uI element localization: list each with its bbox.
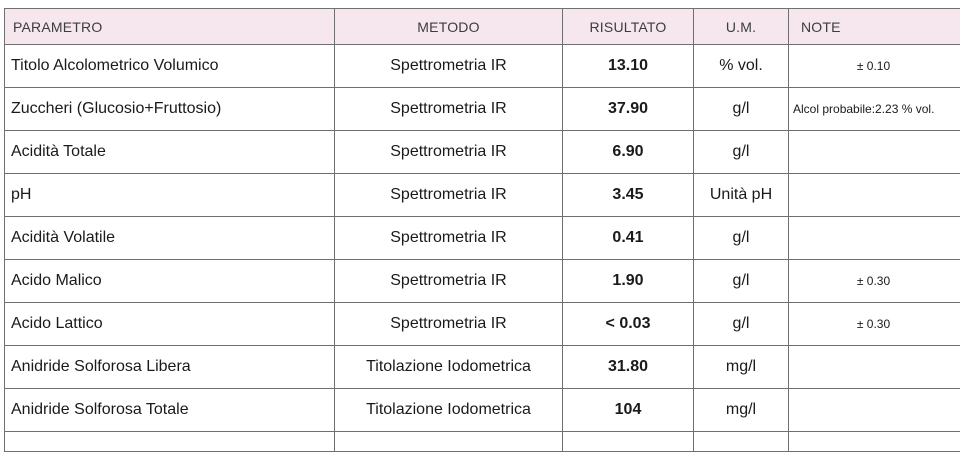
cell-parametro: Anidride Solforosa Libera xyxy=(5,346,335,389)
cell-note: ± 0.30 xyxy=(789,303,961,346)
cell-risultato: 3.45 xyxy=(563,174,694,217)
header-metodo: METODO xyxy=(335,9,563,45)
table-row xyxy=(5,260,961,303)
cell-empty xyxy=(335,432,563,452)
cell-parametro: Titolo Alcolometrico Volumico xyxy=(5,45,335,88)
cell-um: % vol. xyxy=(694,45,789,88)
cell-risultato: < 0.03 xyxy=(563,303,694,346)
analysis-report xyxy=(4,8,960,453)
cell-um: mg/l xyxy=(694,346,789,389)
cell-metodo: Spettrometria IR xyxy=(335,260,563,303)
cell-metodo: Spettrometria IR xyxy=(335,45,563,88)
header-risultato: RISULTATO xyxy=(563,9,694,45)
cell-metodo: Titolazione Iodometrica xyxy=(335,389,563,432)
table-row xyxy=(5,45,961,88)
cell-empty xyxy=(5,432,335,452)
results-table xyxy=(4,8,960,452)
cell-parametro: Anidride Solforosa Totale xyxy=(5,389,335,432)
cell-note xyxy=(789,174,961,217)
header-um: U.M. xyxy=(694,9,789,45)
cell-note xyxy=(789,346,961,389)
cell-risultato: 37.90 xyxy=(563,88,694,131)
cell-risultato: 13.10 xyxy=(563,45,694,88)
table-row xyxy=(5,346,961,389)
cell-um: g/l xyxy=(694,131,789,174)
cell-empty xyxy=(789,432,961,452)
cell-metodo: Spettrometria IR xyxy=(335,88,563,131)
cell-risultato: 31.80 xyxy=(563,346,694,389)
cell-risultato: 6.90 xyxy=(563,131,694,174)
cell-um: g/l xyxy=(694,217,789,260)
cell-note: Alcol probabile:2.23 % vol. xyxy=(789,88,961,131)
cell-parametro: Acido Malico xyxy=(5,260,335,303)
cell-note: ± 0.30 xyxy=(789,260,961,303)
header-parametro: PARAMETRO xyxy=(5,9,335,45)
cell-metodo: Titolazione Iodometrica xyxy=(335,346,563,389)
cell-um: g/l xyxy=(694,303,789,346)
cell-metodo: Spettrometria IR xyxy=(335,217,563,260)
header-note: NOTE xyxy=(789,9,961,45)
cell-parametro: Acidità Totale xyxy=(5,131,335,174)
cell-um: g/l xyxy=(694,260,789,303)
cell-risultato: 0.41 xyxy=(563,217,694,260)
table-row xyxy=(5,217,961,260)
cell-parametro: Acidità Volatile xyxy=(5,217,335,260)
cell-parametro: Zuccheri (Glucosio+Fruttosio) xyxy=(5,88,335,131)
cell-um: Unità pH xyxy=(694,174,789,217)
cell-um: mg/l xyxy=(694,389,789,432)
cell-note xyxy=(789,131,961,174)
table-row xyxy=(5,174,961,217)
cell-empty xyxy=(694,432,789,452)
table-row-cutoff xyxy=(5,432,961,452)
cell-um: g/l xyxy=(694,88,789,131)
cell-metodo: Spettrometria IR xyxy=(335,131,563,174)
cell-note xyxy=(789,389,961,432)
cell-risultato: 1.90 xyxy=(563,260,694,303)
table-row xyxy=(5,88,961,131)
table-row xyxy=(5,131,961,174)
cell-metodo: Spettrometria IR xyxy=(335,303,563,346)
cell-parametro: pH xyxy=(5,174,335,217)
cell-parametro: Acido Lattico xyxy=(5,303,335,346)
table-row xyxy=(5,389,961,432)
cell-metodo: Spettrometria IR xyxy=(335,174,563,217)
cell-note xyxy=(789,217,961,260)
cell-empty xyxy=(563,432,694,452)
cell-note: ± 0.10 xyxy=(789,45,961,88)
cell-risultato: 104 xyxy=(563,389,694,432)
table-header-row xyxy=(5,9,961,45)
table-row xyxy=(5,303,961,346)
